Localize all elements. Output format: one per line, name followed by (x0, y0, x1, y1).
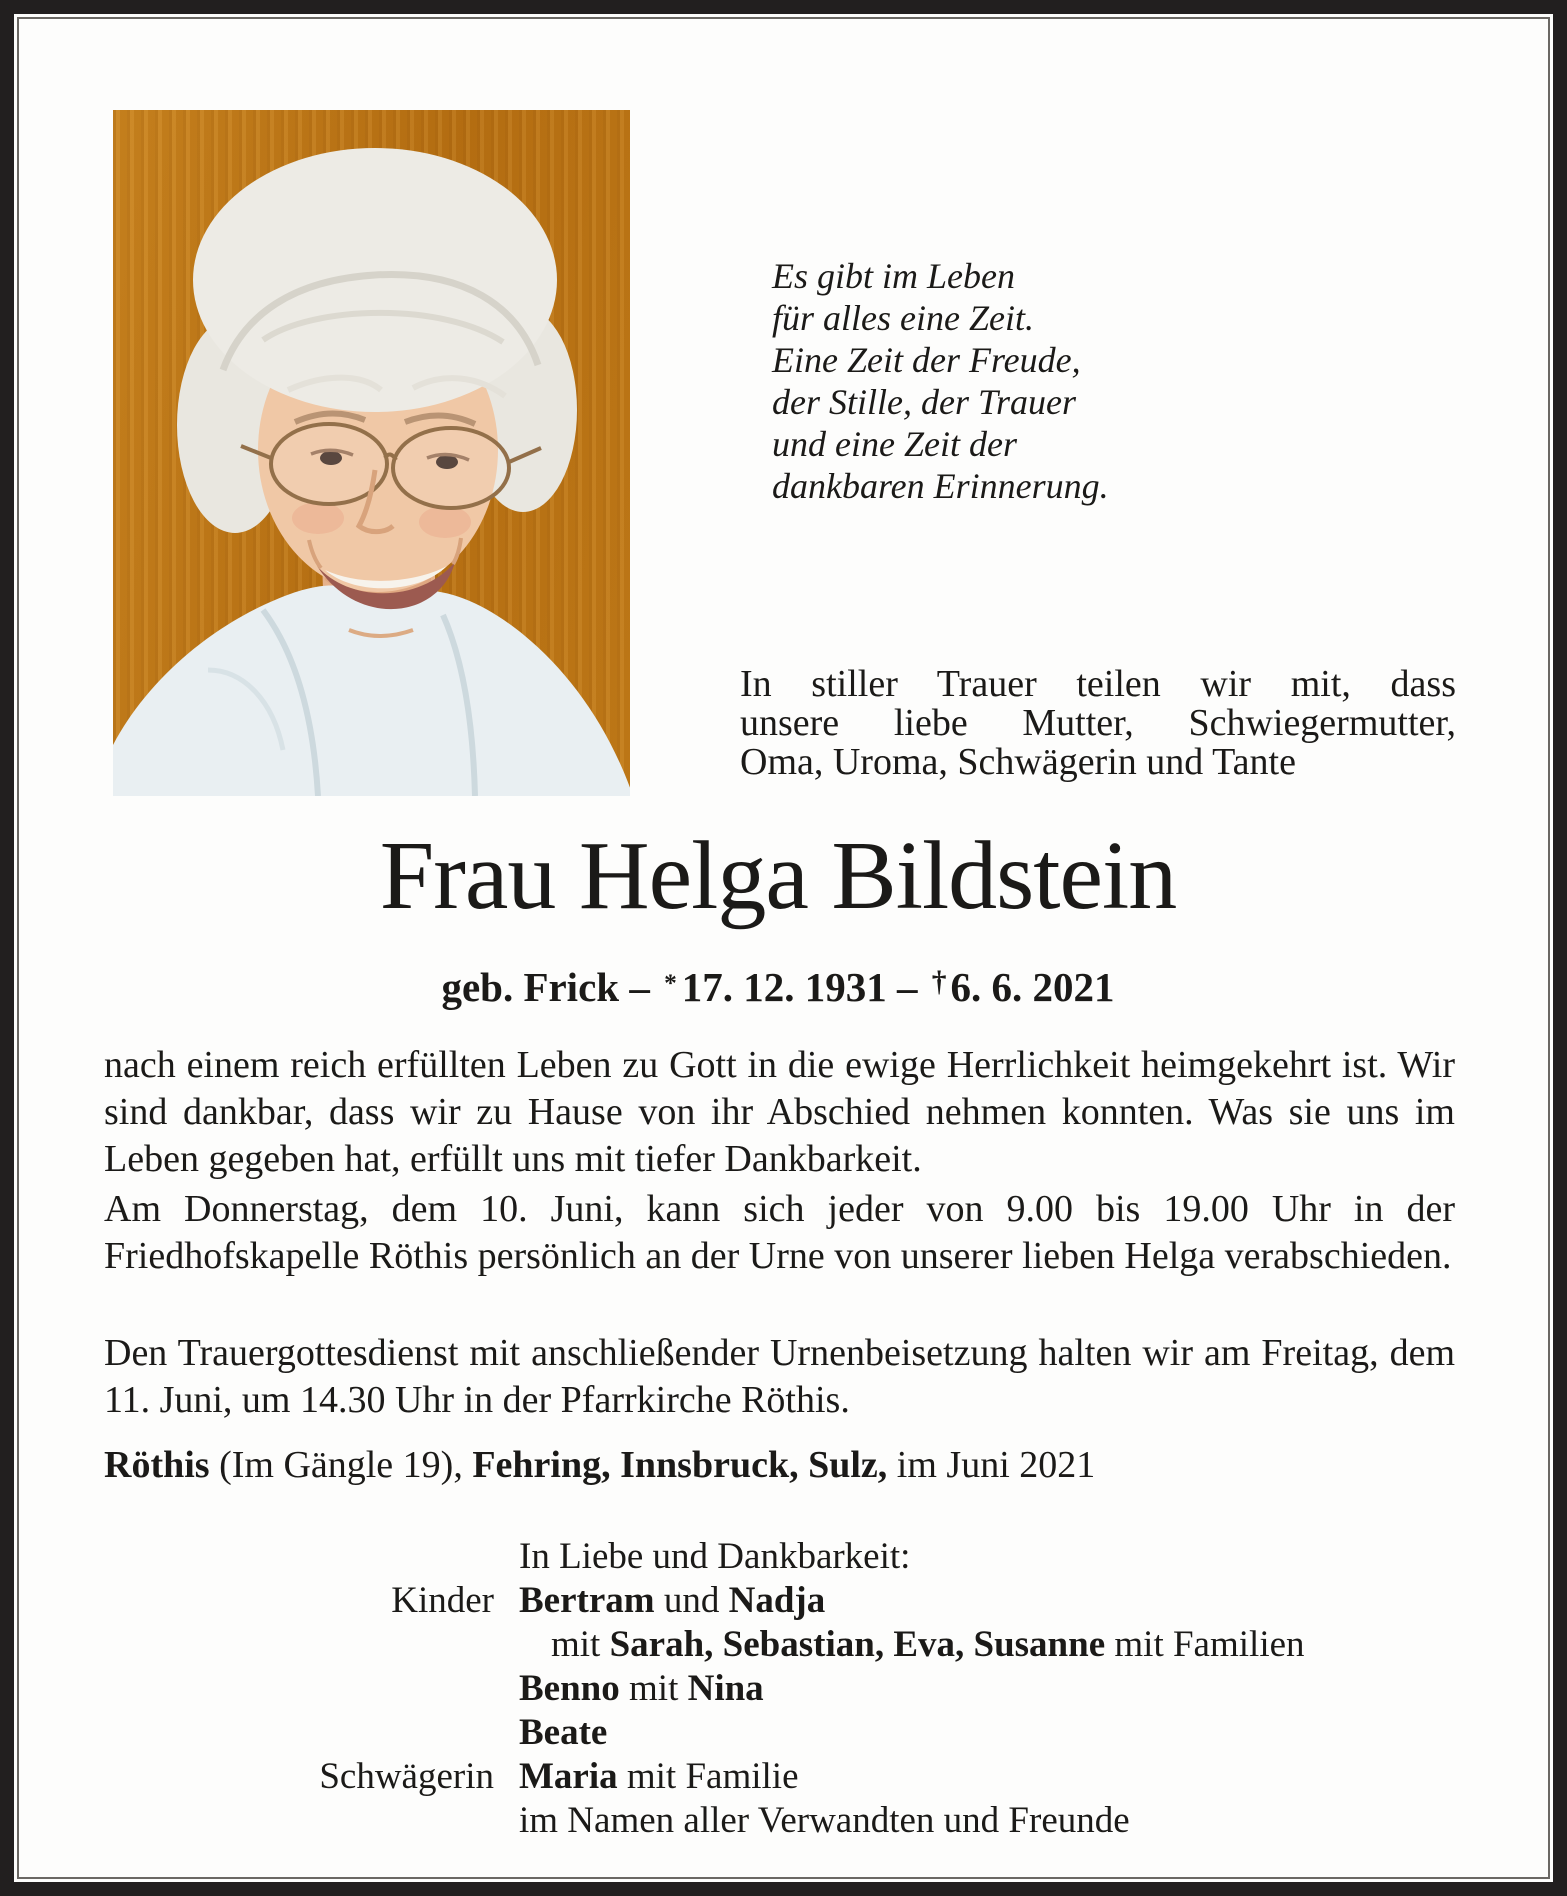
paragraph-funeral-service: Den Trauergottesdienst mit anschließender Urnenbeisetzung halten wir am Freitag, dem 11. Juni, um 14.30 Uhr in der Pfarrkirche Röthis. (104, 1332, 1455, 1421)
connector: mit (551, 1624, 610, 1665)
names-label-spacer (104, 1623, 494, 1667)
maria-line (519, 1755, 799, 1799)
name-nina: Nina (687, 1668, 764, 1709)
suffix: mit Familien (1105, 1624, 1305, 1665)
names-label-spacer (104, 1711, 494, 1755)
maiden-name: geb. Frick (441, 964, 620, 1010)
intro-line: In stiller Trauer teilen wir mit, dass (740, 663, 1456, 705)
verse-line: der Stille, der Trauer (772, 382, 1076, 422)
blouse (113, 585, 630, 796)
death-date: 6. 6. 2021 (950, 964, 1115, 1010)
verse-line: Es gibt im Leben (772, 256, 1015, 296)
closing-line: im Namen aller Verwandten und Freunde (519, 1800, 1130, 1841)
places-other: Fehring, Innsbruck, Sulz, (472, 1444, 888, 1486)
suffix: mit Familie (617, 1756, 799, 1797)
names-label-spacer (104, 1799, 494, 1843)
name-nadja: Nadja (728, 1580, 826, 1621)
names-label-spacer (104, 1535, 494, 1579)
list-item (104, 1711, 1484, 1755)
names-grandchildren: Sarah, Sebastian, Eva, Susanne (609, 1624, 1106, 1665)
list-item (104, 1535, 1484, 1579)
location-date-line (104, 1442, 1455, 1489)
grandchildren-names (551, 1623, 1305, 1667)
children-names (519, 1579, 825, 1623)
list-item (104, 1579, 1484, 1623)
dash: – (619, 964, 661, 1010)
benno-line (519, 1667, 764, 1711)
names-label-spacer (104, 1667, 494, 1711)
verse-line: für alles eine Zeit. (772, 298, 1034, 338)
paragraph-farewell: nach einem reich erfüllten Leben zu Gott in die ewige Herrlichkeit heimgekehrt ist. Wir sind dankbar, dass wir zu Hause von ihr Abschied nehmen konnten. Was sie uns im Leben gegeben hat, erfüllt uns mit tiefer Dankbarkeit. (104, 1044, 1455, 1180)
list-item (104, 1667, 1484, 1711)
name-beate: Beate (519, 1712, 608, 1753)
paragraph-urn-visitation: Am Donnerstag, dem 10. Juni, kann sich jeder von 9.00 bis 19.00 Uhr in der Friedhofskapelle Röthis persönlich an der Urne von unserer lieben Helga verabschieden. (104, 1188, 1455, 1277)
beate-line (519, 1711, 607, 1755)
names-heading: In Liebe und Dankbarkeit: (519, 1536, 911, 1577)
list-item (104, 1623, 1484, 1667)
birth-star-icon: * (664, 968, 677, 997)
hair-top (193, 148, 557, 412)
deceased-name: Frau Helga Bildstein (379, 822, 1177, 930)
name-maria: Maria (519, 1756, 618, 1797)
place-address: (Im Gängle 19), (209, 1444, 473, 1486)
relation-label-schwaegerin: Schwägerin (319, 1756, 494, 1797)
connector: mit (619, 1668, 688, 1709)
birth-date: 17. 12. 1931 (681, 964, 887, 1010)
relation-label-kinder: Kinder (391, 1580, 494, 1621)
intro-line: unsere liebe Mutter, Schwiegermutter, (740, 702, 1456, 744)
place-primary: Röthis (104, 1444, 210, 1486)
list-item (104, 1799, 1484, 1843)
name-benno: Benno (519, 1668, 620, 1709)
intro-line: Oma, Uroma, Schwägerin und Tante (740, 741, 1296, 783)
life-dates (100, 963, 1456, 1012)
announcement-intro (740, 665, 1456, 782)
month-year: im Juni 2021 (887, 1444, 1096, 1486)
verse-line: Eine Zeit der Freude, (772, 340, 1081, 380)
name-bertram: Bertram (519, 1580, 655, 1621)
woman-portrait (113, 110, 630, 796)
dash: – (886, 964, 928, 1010)
portrait-photo (113, 110, 630, 796)
connector: und (654, 1580, 729, 1621)
memorial-verse (772, 255, 1109, 507)
mourners-list (104, 1535, 1484, 1843)
verse-line: und eine Zeit der (772, 424, 1017, 464)
list-item (104, 1755, 1484, 1799)
verse-line: dankbaren Erinnerung. (772, 466, 1109, 506)
death-cross-icon: † (931, 966, 947, 999)
